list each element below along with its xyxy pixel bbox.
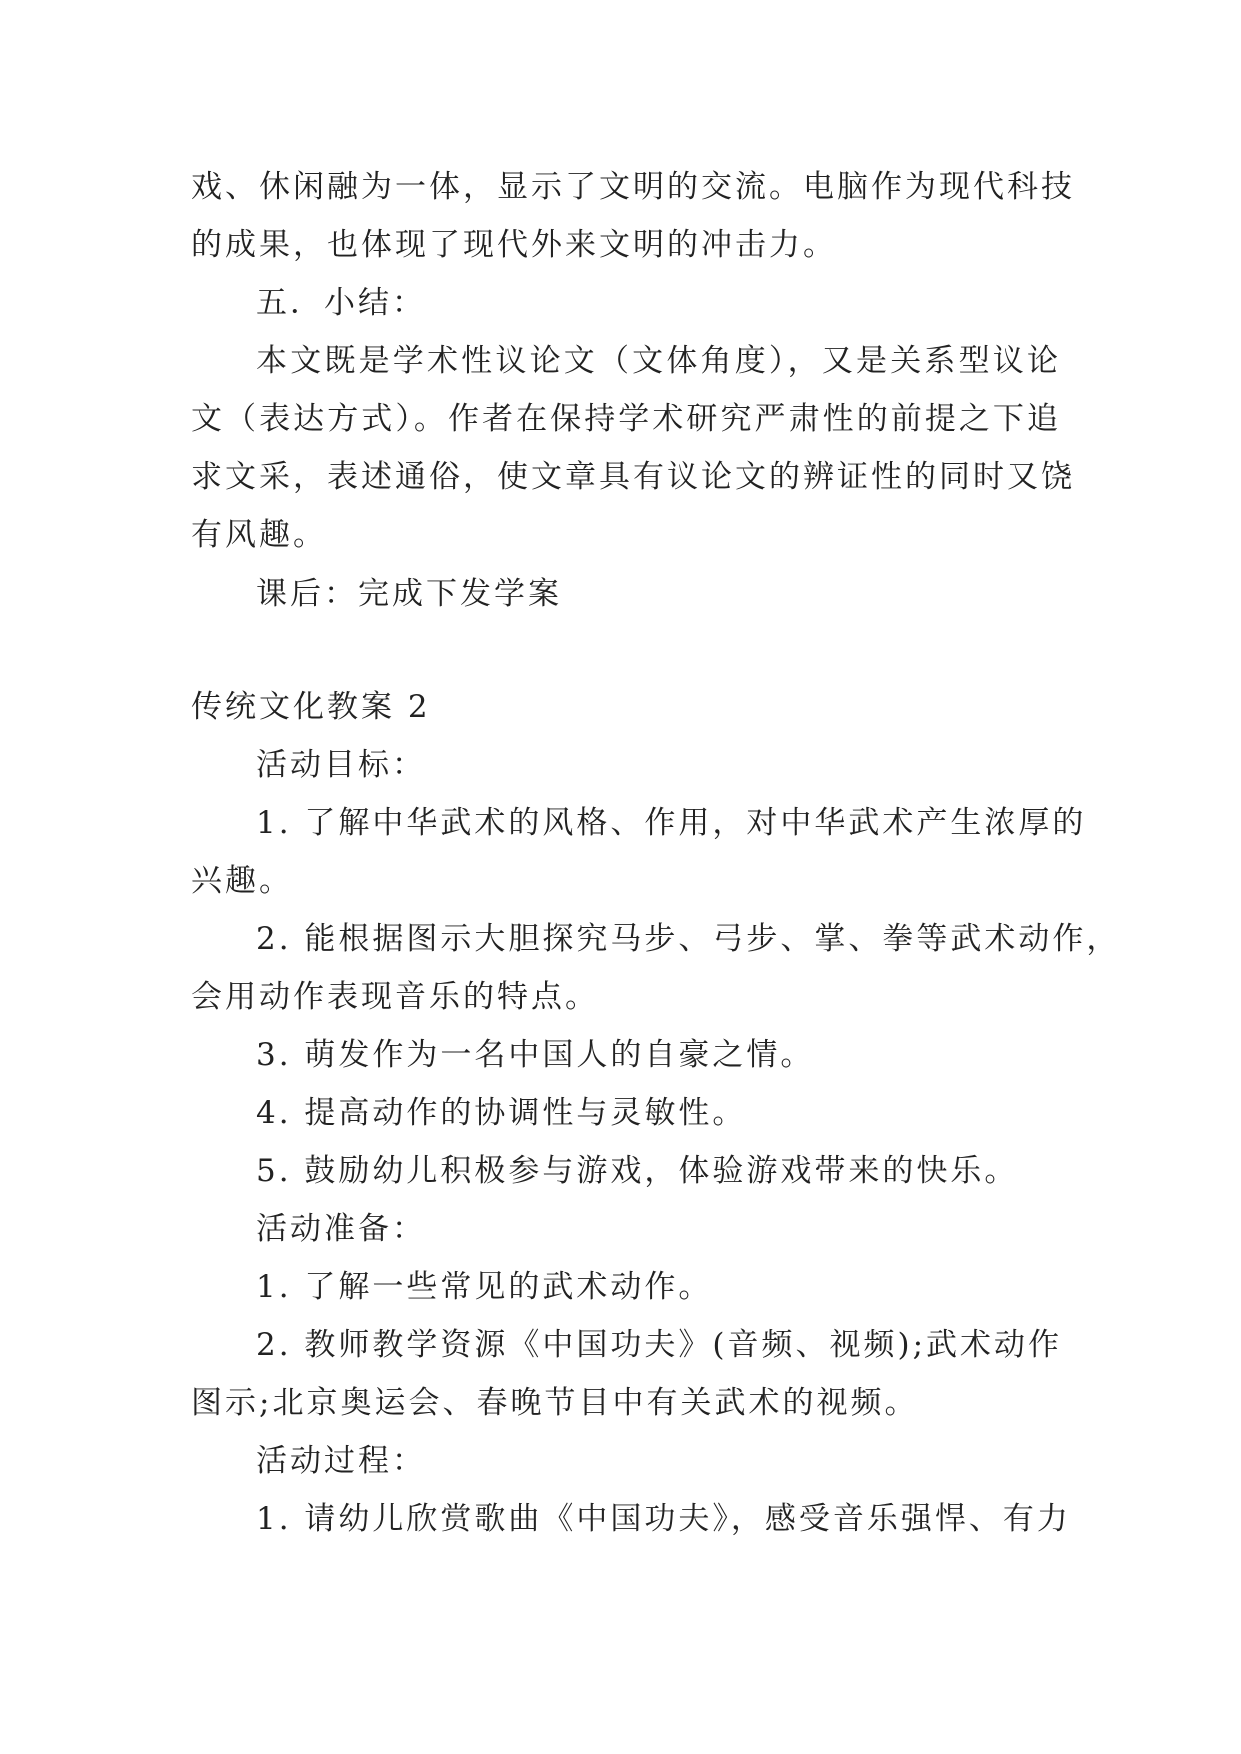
list-item: 1. 了解中华武术的风格、作用，对中华武术产生浓厚的 [256,805,1087,841]
section-heading: 活动过程： [256,1443,426,1479]
list-item-continuation: 兴趣。 [191,863,293,899]
document-title: 传统文化教案 2 [191,689,431,725]
section-heading: 活动目标： [256,747,426,783]
paragraph-line: 求文采，表述通俗，使文章具有议论文的辨证性的同时又饶 [191,459,1075,495]
paragraph-line: 有风趣。 [191,517,327,553]
list-item-continuation: 图示;北京奥运会、春晚节目中有关武术的视频。 [191,1385,919,1421]
list-item: 4. 提高动作的协调性与灵敏性。 [256,1095,747,1131]
section-heading: 五．小结： [256,285,426,321]
list-item: 2. 教师教学资源《中国功夫》(音频、视频);武术动作 [256,1327,1063,1363]
list-item-continuation: 会用动作表现音乐的特点。 [191,979,599,1015]
paragraph-line: 课后：完成下发学案 [256,576,562,612]
list-item: 1. 了解一些常见的武术动作。 [256,1269,713,1305]
paragraph-line: 本文既是学术性议论文（文体角度），又是关系型议论 [256,343,1061,379]
list-item: 2. 能根据图示大胆探究马步、弓步、掌、拳等武术动作， [256,921,1121,957]
section-heading: 活动准备： [256,1211,426,1247]
paragraph-line: 戏、休闲融为一体，显示了文明的交流。电脑作为现代科技 [191,169,1075,205]
list-item: 5. 鼓励幼儿积极参与游戏，体验游戏带来的快乐。 [256,1153,1019,1189]
list-item: 3. 萌发作为一名中国人的自豪之情。 [256,1037,815,1073]
paragraph-line: 的成果，也体现了现代外来文明的冲击力。 [191,227,837,263]
list-item: 1. 请幼儿欣赏歌曲《中国功夫》，感受音乐强悍、有力 [256,1501,1071,1537]
paragraph-line: 文（表达方式）。作者在保持学术研究严肃性的前提之下追 [191,401,1061,437]
